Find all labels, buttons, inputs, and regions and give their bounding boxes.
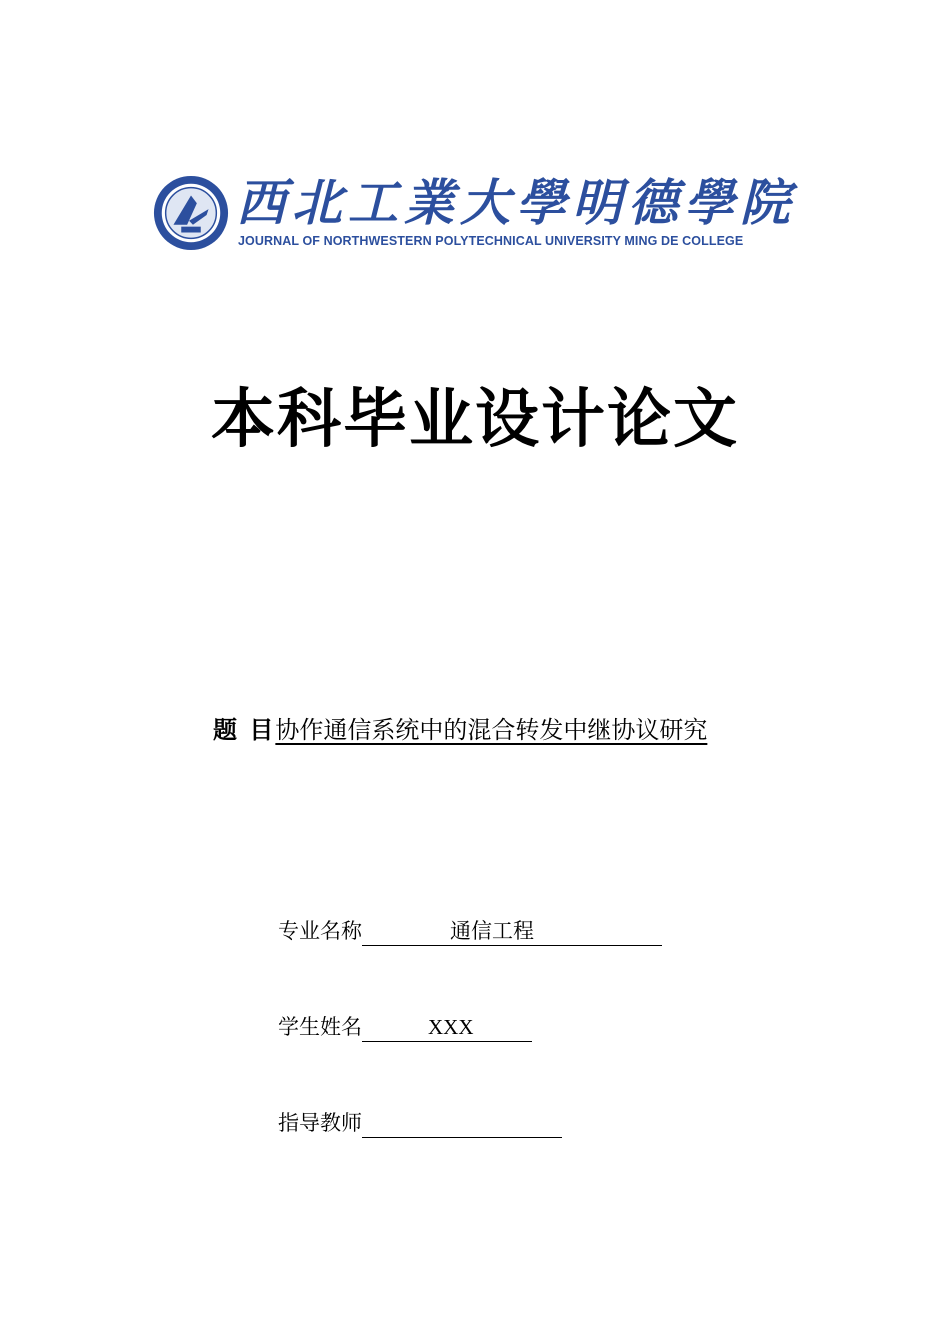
advisor-label: 指导教师 bbox=[278, 1111, 362, 1135]
major-label: 专业名称 bbox=[278, 919, 362, 943]
major-underline bbox=[362, 917, 662, 946]
student-name-underline bbox=[362, 1013, 532, 1042]
major-field-row bbox=[278, 916, 662, 946]
college-logo bbox=[152, 172, 802, 262]
student-name-value: XXX bbox=[428, 1015, 474, 1039]
major-value: 通信工程 bbox=[450, 919, 534, 943]
school-name-english: JOURNAL OF NORTHWESTERN POLYTECHNICAL UNIVERSITY MING DE COLLEGE bbox=[238, 234, 744, 248]
student-name-row bbox=[278, 1012, 532, 1042]
topic-value: 协作通信系统中的混合转发中继协议研究 bbox=[275, 716, 708, 744]
university-emblem-icon bbox=[152, 174, 230, 252]
document-title: 本科毕业设计论文 bbox=[211, 383, 739, 457]
topic-label: 题 目 bbox=[213, 716, 276, 744]
student-name-label: 学生姓名 bbox=[278, 1015, 362, 1039]
school-name-chinese: 西北工業大學明德學院 bbox=[236, 173, 796, 232]
advisor-row bbox=[278, 1108, 562, 1138]
advisor-underline bbox=[362, 1109, 562, 1138]
thesis-topic-row bbox=[213, 712, 707, 748]
